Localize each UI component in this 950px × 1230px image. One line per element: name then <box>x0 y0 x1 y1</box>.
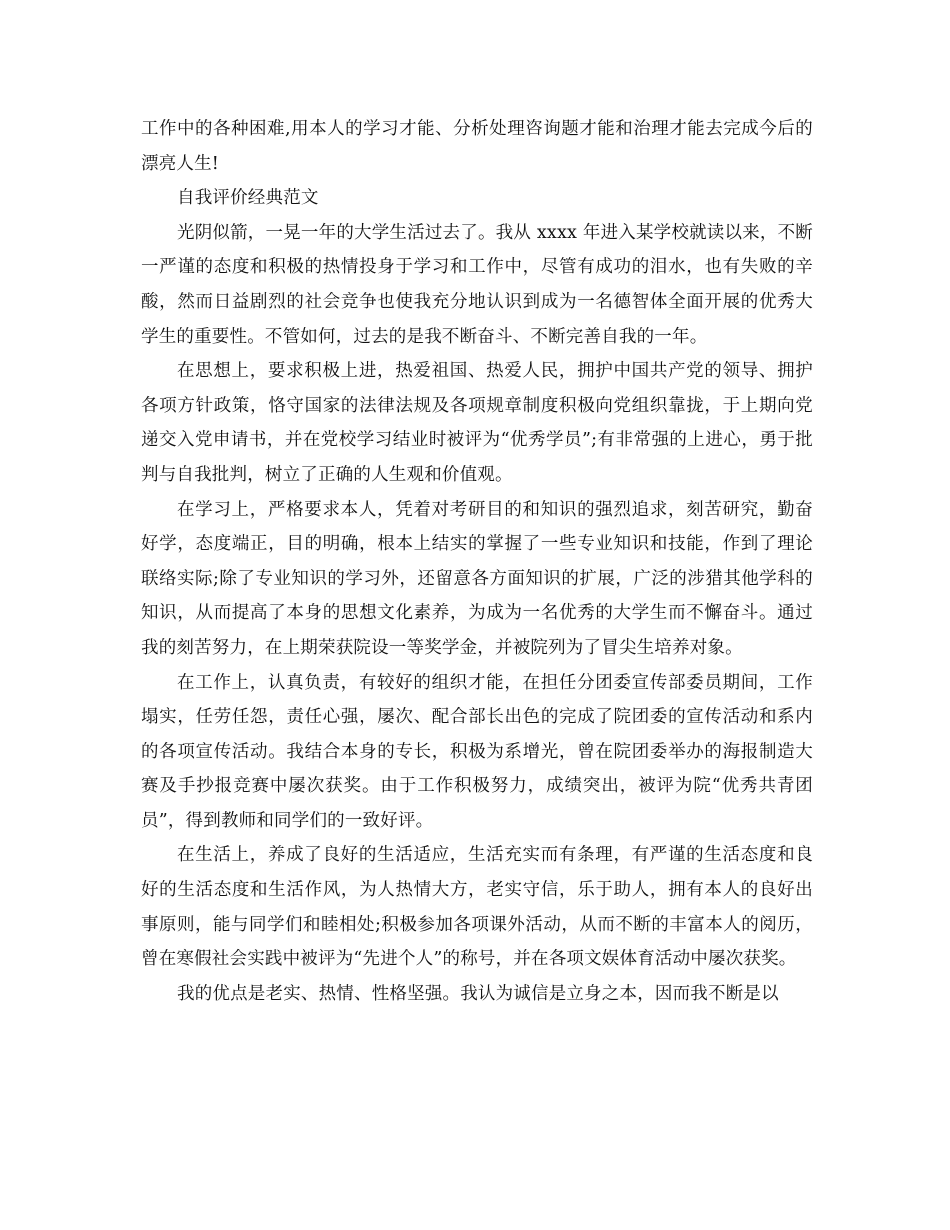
paragraph-study: 在学习上，严格要求本人，凭着对考研目的和知识的强烈追求，刻苦研究，勤奋好学，态度端正，目的明确，根本上结实的掌握了一些专业知识和技能，作到了理论联络实际;除了专业知识的学习外，还留意各方面知识的扩展，广泛的涉猎其他学科的知识，从而提高了本身的思想文化素养，为成为一名优秀的大学生而不懈奋斗。通过我的刻苦努力，在上期荣获院设一等奖学金，并被院列为了冒尖生培养对象。 <box>141 499 813 658</box>
paragraph-strengths: 我的优点是老实、热情、性格坚强。我认为诚信是立身之本，因而我不断是以 <box>177 983 779 1004</box>
paragraph-intro: 光阴似箭，一晃一年的大学生活过去了。我从 xxxx 年进入某学校就读以来，不断一严谨的态度和积极的热情投身于学习和工作中，尽管有成功的泪水，也有失败的辛酸，然而日益剧烈的社会竞争也使我充分地认识到成为一名德智体全面开展的优秀大学生的重要性。不管如何，过去的是我不断奋斗、不断完善自我的一年。 <box>141 222 813 347</box>
section-heading: 自我评价经典范文 <box>177 188 319 209</box>
paragraph-ideology: 在思想上，要求积极上进，热爱祖国、热爱人民，拥护中国共产党的领导、拥护各项方针政策，恪守国家的法律法规及各项规章制度积极向党组织靠拢，于上期向党递交入党申请书，并在党校学习结业时被评为“优秀学员”;有非常强的上进心，勇于批判与自我批判，树立了正确的人生观和价值观。 <box>141 361 813 485</box>
document-body <box>141 112 813 1011</box>
paragraph-life: 在生活上，养成了良好的生活适应，生活充实而有条理，有严谨的生活态度和良好的生活态度和生活作风，为人热情大方，老实守信，乐于助人，拥有本人的良好出事原则，能与同学们和睦相处;积极参加各项课外活动，从而不断的丰富本人的阅历，曾在寒假社会实践中被评为“先进个人”的称号，并在各项文娱体育活动中屡次获奖。 <box>141 845 813 970</box>
paragraph-continuation: 工作中的各种困难,用本人的学习才能、分析处理咨询题才能和治理才能去完成今后的漂亮人生! <box>141 119 813 174</box>
paragraph-work: 在工作上，认真负责，有较好的组织才能，在担任分团委宣传部委员期间，工作塌实，任劳任怨，责任心强，屡次、配合部长出色的完成了院团委的宣传活动和系内的各项宣传活动。我结合本身的专长，积极为系增光，曾在院团委举办的海报制造大赛及手抄报竞赛中屡次获奖。由于工作积极努力，成绩突出，被评为院“优秀共青团员”，得到教师和同学们的一致好评。 <box>141 672 813 831</box>
